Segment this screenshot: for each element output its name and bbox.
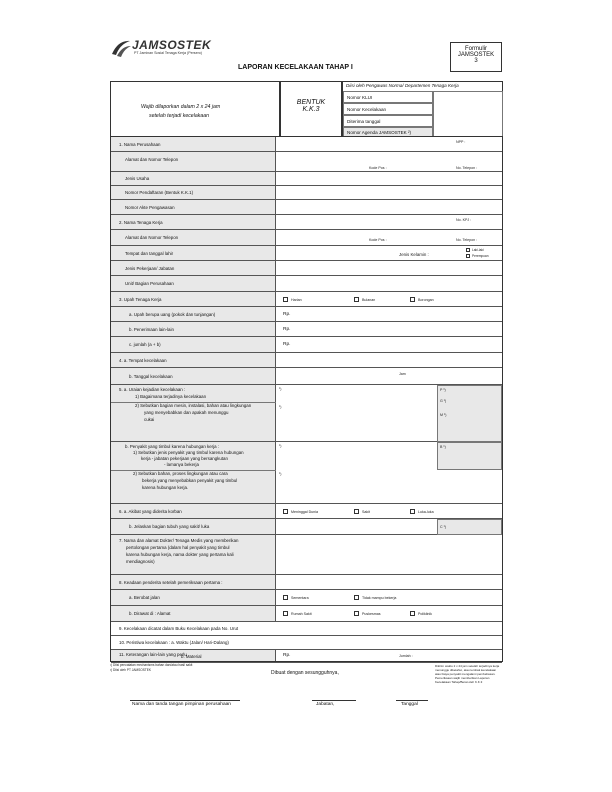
officer-field-row — [343, 91, 433, 103]
note-5b2: ¹) — [279, 472, 282, 476]
label-m: M ¹) — [440, 413, 447, 417]
label-wage-a: a. Upah berupa uang (pokok dan tunjangan) — [129, 312, 216, 317]
label-5a: 5. a. Uraian kejadian kecelakaan : — [119, 387, 186, 392]
checkbox-temporary[interactable] — [283, 595, 288, 600]
checkbox-monthly[interactable] — [354, 297, 359, 302]
label-monthly: Bulanan — [362, 298, 376, 302]
note-5a2: ¹) — [279, 405, 282, 409]
row-birth — [111, 246, 502, 261]
label-temporary: Sementara — [291, 596, 309, 600]
row-wage-c — [111, 337, 502, 353]
instruction-line1: Wajib dilaporkan dalam 2 x 24 jam — [141, 104, 221, 110]
officer-field-label: Nomor Kecelakaan — [347, 107, 387, 112]
label-accident-event: 10. Peristiwa kecelakaan : a. Waktu (Jalan/ Hari-Dalang) — [119, 640, 229, 645]
instruction-line2: setelah terjadi kecelakaan — [149, 113, 209, 119]
label-body-part: b. Jelaskan bagian tubuh yang sakit/ luka — [129, 524, 210, 529]
label-puskesmas: Puskesmas — [362, 612, 381, 616]
form-box-line2: JAMSOSTEK — [457, 52, 495, 58]
row-wage-a — [111, 307, 502, 322]
row-worker-address — [111, 230, 502, 246]
label-amount: Jumlah : — [399, 654, 413, 658]
row-wage-b — [111, 322, 502, 337]
note-5b: ¹) — [279, 444, 282, 448]
instruction-box — [110, 81, 280, 137]
checkbox-death[interactable] — [283, 509, 288, 514]
label-outpatient: a. Berobat jalan — [129, 595, 160, 600]
officer-field-label: Diterima tanggal — [347, 119, 381, 124]
c-column — [437, 519, 502, 535]
label-5b2-l2: bekerja yang menyebabkan penyakit yang timbul — [142, 478, 238, 483]
label-7-l4: mendiagnosis) — [126, 559, 155, 564]
checkbox-daily[interactable] — [283, 297, 288, 302]
row-registration-number — [111, 186, 502, 200]
officer-field-row — [343, 103, 433, 115]
label-5a2-l1: 2) Sebutkan bagian mesin, instalasi, bahan atau lingkungan — [135, 403, 252, 408]
label-kpj: No. KPJ : — [456, 218, 472, 222]
pgmb-column — [437, 385, 502, 442]
checkbox-puskesmas[interactable] — [354, 611, 359, 616]
label-death: Meninggal Dunia — [291, 510, 318, 514]
label-gender: Jenis Kelamin : — [399, 252, 429, 257]
label-unable-to-work: Tidak mampu bekerja — [362, 596, 397, 600]
label-5a2-l2: yang menyebabkan dan apakah menunggu — [144, 410, 229, 415]
label-b: B ¹) — [440, 445, 446, 449]
label-postcode: Kode Pos : — [369, 166, 387, 170]
form-box-line1: Formulir — [465, 46, 487, 52]
signature-line-leader[interactable] — [130, 700, 240, 701]
bentuk-line2: K.K.3 — [302, 106, 320, 113]
label-clinic: Poliklinik — [418, 612, 432, 616]
right-note-2: menunggu diketahui, atau tembak kecelakaan — [435, 668, 497, 672]
note-5a: ¹) — [279, 387, 282, 391]
label-injured: Luka-luka — [418, 510, 434, 514]
officer-value-box[interactable] — [433, 91, 503, 137]
label-contract: Borongan — [418, 298, 434, 302]
label-accident-date: b. Tanggal kecelakaan — [129, 374, 173, 379]
right-note-5: Kecelakaan Tahap/Berat oleh K.K.3 — [435, 680, 483, 684]
label-wage: 3. Upah Tenaga Kerja — [119, 297, 162, 302]
rp-wage-c: Rp. — [283, 342, 291, 347]
label-supervision-deed: Nomor Akte Pengawasan — [125, 205, 175, 210]
checkbox-hospital[interactable] — [283, 611, 288, 616]
row-occupational-disease — [111, 442, 502, 504]
checkbox-clinic[interactable] — [410, 611, 415, 616]
label-birth: Tempat dan tanggal lahir — [125, 251, 174, 256]
row-business-type — [111, 172, 502, 186]
footnote-2: ²) Diisi oleh PT JAMSOSTEK — [110, 668, 152, 672]
label-business-type: Jenis Usaha — [125, 176, 150, 181]
label-7-l2: pertolongan pertama (dalam hal penyakit yang timbul — [126, 545, 230, 550]
label-5a1: 1) Bagaimana terjadinya kecelakaan — [135, 394, 207, 399]
label-company-address: Alamat dan Nomor Telepon — [125, 157, 179, 162]
label-time: Jam — [399, 372, 406, 376]
officer-box — [342, 81, 503, 137]
row-unit — [111, 276, 502, 292]
label-job: Jenis Pekerjaan/ Jabatan — [125, 266, 175, 271]
officer-field-label: Nomor KLUI — [347, 95, 373, 100]
signature-line-position[interactable] — [312, 700, 356, 701]
row-job — [111, 261, 502, 276]
row-doctor — [111, 535, 502, 575]
label-company-name: 1. Nama Perusahaan — [119, 142, 161, 147]
row-company-name — [111, 137, 502, 152]
officer-header: Diisi oleh Pengawas Norma/ Departemen Tenaga Kerja — [346, 83, 459, 88]
label-npp: NPP : — [456, 140, 466, 144]
jamsostek-logo-icon — [110, 38, 132, 58]
logo-subtitle: PT Jaminan Sosial Tenaga Kerja (Persero) — [134, 51, 202, 55]
label-accident-book: 9. Kecelakaan dicatat dalam Buku Kecelakaan pada No. Urut — [119, 626, 239, 631]
checkbox-sick[interactable] — [354, 509, 359, 514]
label-unit: Unit/ Bagian Perusahaan — [125, 281, 174, 286]
row-company-address — [111, 152, 502, 172]
row-consequence — [111, 504, 502, 519]
row-supervision-deed — [111, 200, 502, 215]
rp-material: Rp. — [283, 653, 291, 658]
row-worker-name — [111, 215, 502, 230]
rp-wage-a: Rp. — [283, 312, 291, 317]
label-5b-l1: b. Penyakit yang timbul karena hubungan kerja : — [125, 444, 219, 449]
label-5b-l4: - lamanya bekerja — [164, 462, 199, 467]
row-accident-place — [111, 353, 502, 368]
signature-line-date[interactable] — [396, 700, 428, 701]
label-g: G ¹) — [440, 399, 447, 403]
label-hospitalized: b. Dirawat di : Alamat — [129, 611, 171, 616]
label-female: Perempuan — [472, 254, 489, 258]
label-other-notes: 11. Keterangan lain-lain yang perlu — [119, 652, 187, 657]
row-accident-description — [111, 385, 502, 442]
label-daily: Harian — [291, 298, 302, 302]
officer-field-label: Nomor Agenda JAMSOSTEK ²) — [347, 130, 412, 135]
row-condition — [111, 575, 502, 590]
label-phone: No. Telepon : — [456, 166, 478, 170]
b-column — [437, 442, 502, 470]
checkbox-unable-to-work[interactable] — [354, 595, 359, 600]
label-p: P ¹) — [440, 388, 446, 392]
bentuk-line1: BENTUK — [296, 99, 326, 106]
form-box-line3: 3 — [474, 58, 478, 64]
label-hospital: Rumah Sakit — [291, 612, 312, 616]
right-note-3: atau biaya penyakit mengalami pembebasan. — [435, 672, 496, 676]
label-phone-2: No. Telepon : — [456, 238, 478, 242]
made-by-text: Dibuat dengan sesungguhnya, — [271, 670, 339, 676]
logo-name: JAMSOSTEK — [132, 38, 212, 52]
row-accident-book — [111, 622, 502, 636]
label-worker-name: 2. Nama Tenaga Kerja — [119, 220, 163, 225]
right-note-1: Dikirim waktu 2 x 24 jam setelah terjadinya kerja — [435, 664, 500, 668]
officer-field-row — [343, 115, 433, 127]
rp-wage-b: Rp. — [283, 327, 291, 332]
label-consequence: 6. a. Akibat yang diderita korban — [119, 509, 182, 514]
checkbox-contract[interactable] — [410, 297, 415, 302]
label-registration-number: Nomor Pendaftaran (Bentuk K.K.1) — [125, 190, 194, 195]
signature-label-leader: Nama dan tanda tangan pimpinan perusahaan — [132, 702, 231, 707]
label-c: C ¹) — [440, 525, 446, 529]
label-wage-c: c. jumlah (a + b) — [129, 342, 161, 347]
label-5b2-l1: 2) Sebutkan bahan, proses lingkungan atau cara — [133, 471, 228, 476]
label-7-l1: 7. Nama dan alamat Dokter/ Tenaga Medis yang memberikan — [119, 538, 239, 543]
label-condition: 8. Keadaan penderita setelah pemeriksaan pertama : — [119, 580, 223, 585]
signature-label-date: Tanggal — [401, 702, 418, 707]
signature-label-position: Jabatan, — [316, 702, 335, 707]
label-postcode-2: Kode Pos : — [369, 238, 387, 242]
footnote-1: ¹) Diisi pencatatan mechanisms bahan dan/atau hasil sakit — [110, 663, 193, 667]
checkbox-female[interactable] — [466, 254, 470, 258]
row-body-part — [111, 519, 502, 535]
label-5a2-l3: cukai — [144, 417, 155, 422]
row-accident-event — [111, 636, 502, 650]
label-material: b. Material — [181, 654, 202, 659]
label-5b-l3: kerja - jabatan pekerjaan yang bersangkutan — [141, 456, 228, 461]
label-5b-l2: 1) Sebutkan jenis penyakit yang timbul karena hubungan — [133, 450, 244, 455]
label-worker-address: Alamat dan Nomor Telepon — [125, 235, 179, 240]
label-sick: Sakit — [362, 510, 370, 514]
row-other-notes-box — [110, 649, 503, 662]
row-outpatient — [111, 590, 502, 606]
form-grid — [110, 136, 503, 662]
label-7-l3: karena hubungan kerja, nama dokter yang pertama kali — [126, 552, 234, 557]
checkbox-injured[interactable] — [410, 509, 415, 514]
label-wage-b: b. Penerimaan lain-lain — [129, 327, 174, 332]
row-accident-date — [111, 368, 502, 385]
checkbox-male[interactable] — [466, 248, 470, 252]
form-id-box — [450, 42, 502, 72]
label-5b2-l3: karena hubungan kerja. — [142, 485, 189, 490]
label-male: Laki-laki — [472, 248, 484, 252]
label-accident-place: 4. a. Tempat kecelakaan — [119, 358, 167, 363]
bentuk-box — [280, 81, 342, 137]
right-note-4: Pemeriksaan wajib memberikan Laporan — [435, 676, 490, 680]
row-wage — [111, 292, 502, 307]
page-title: LAPORAN KECELAKAAN TAHAP I — [238, 64, 353, 71]
row-hospitalized — [111, 606, 502, 622]
